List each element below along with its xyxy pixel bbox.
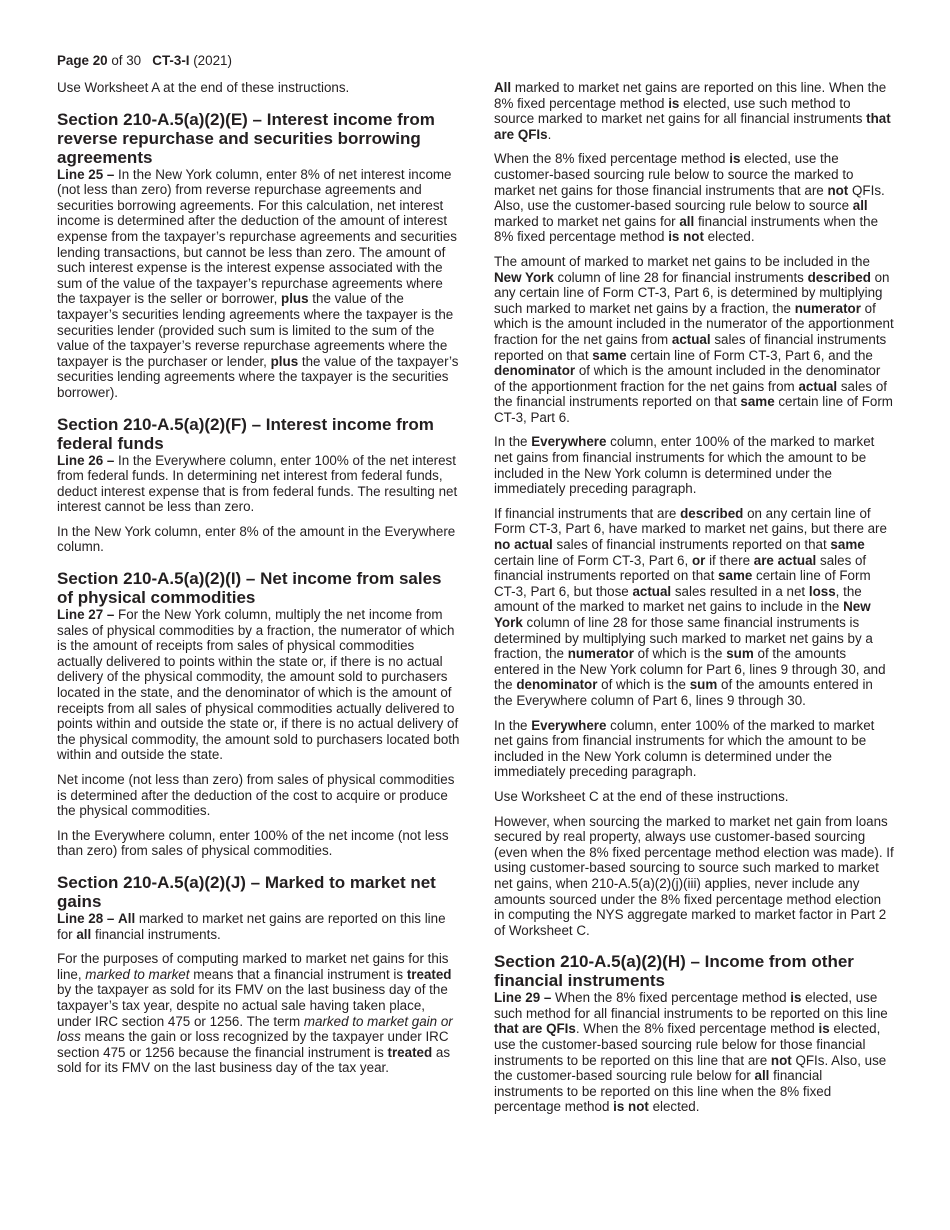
text-run: sales of financial instruments reported on that [552, 537, 831, 553]
line-29-paragraph [494, 990, 894, 1115]
bold-run: same [718, 568, 753, 584]
text-run: certain line of Form CT-3, Part 6, [494, 552, 692, 568]
text-run: elected, use such method for all financial instruments to be reported on this line [494, 990, 888, 1021]
text-run: on any certain line of Form CT-3, Part 6, is determined by multiplying such marked to market net gains by a fraction, the [494, 269, 890, 316]
line-26-paragraph [57, 453, 462, 515]
text-run: of which is the amount included in the numerator of the apportionment fraction for the net gains from [494, 300, 894, 347]
bold-run: actual [798, 378, 838, 394]
bold-run: described [680, 505, 744, 521]
line-27-paragraph [57, 607, 462, 763]
line-29-label: Line 29 – [494, 990, 552, 1006]
bold-run: numerator [567, 646, 634, 662]
bold-run: not [827, 182, 849, 198]
right-paragraph-4 [494, 434, 894, 496]
text-run: elected, use the customer-based sourcing rule below for those financial instruments to be reported on this line that are [494, 1021, 881, 1068]
line-25-paragraph [57, 167, 462, 401]
text-run: of which is the [597, 677, 690, 693]
bold-run: sum [726, 646, 754, 662]
text-run: QFIs. Also, use the customer-based sourcing rule below to source [494, 182, 885, 214]
text-run: elected. [648, 1099, 700, 1115]
text-run: the value of the taxpayer’s securities lending agreements where the taxpayer is the securities borrower). [57, 353, 459, 400]
text-run: marked to market net gains for [494, 213, 680, 229]
text-run: elected, use the customer-based sourcing rule below to source the marked to market net gains for those financial instruments that are [494, 151, 854, 198]
section-f-heading: Section 210-A.5(a)(2)(F) – Interest income from federal funds [57, 414, 434, 453]
bold-run: denominator [516, 677, 598, 693]
text-run: marked to market net gains are reported on this line for [57, 910, 446, 942]
text-run: of which is the amount included in the denominator of the apportionment fraction for the net gains from [494, 363, 881, 394]
bold-run: is [818, 1021, 830, 1037]
bold-run: same [830, 537, 865, 553]
text-run: certain line of Form CT-3, Part 6, and the [626, 347, 873, 363]
bold-run: is not [668, 229, 704, 245]
text-run: certain line of Form CT-3, Part 6. [494, 394, 893, 425]
line-28-label: Line 28 – [57, 910, 115, 926]
text-run: sales of financial instruments reported on that [494, 552, 867, 584]
text-run: . [547, 126, 552, 142]
bold-run: New York [494, 269, 554, 285]
text-run: column of line 28 for those same financial instruments is determined by multiplying such marked to market net gains by a fraction, the [494, 615, 873, 662]
bold-run: that are QFIs [494, 111, 891, 142]
bold-run: plus [270, 353, 299, 369]
bold-run: denominator [494, 363, 576, 379]
bold-run: no actual [494, 537, 553, 553]
text-run: by the taxpayer as sold for its FMV on the last business day of the taxpayer’s tax year, despite no actual sale having taken place, under IRC section 475 or 1256. The term [57, 982, 448, 1029]
text-run: For the purposes of computing marked to market net gains for this line, [57, 951, 449, 982]
right-paragraph-2 [494, 151, 894, 245]
text-run: In the [494, 717, 532, 733]
line-26-paragraph-2: In the New York column, enter 8% of the amount in the Everywhere column. [57, 523, 456, 555]
text-run: financial instruments to be reported on this line when the 8% fixed percentage method [494, 1068, 832, 1115]
bold-run: same [592, 347, 627, 363]
bold-run: all [76, 926, 92, 942]
right-paragraph-6 [494, 718, 894, 780]
text-run: When the 8% fixed percentage method [494, 151, 730, 167]
bold-run: all [754, 1068, 770, 1084]
bold-run: All [494, 80, 512, 95]
bold-run: New York [494, 599, 871, 630]
text-run: When the 8% fixed percentage method [551, 990, 791, 1006]
bold-run: that are QFIs [494, 1021, 576, 1037]
line-28-paragraph [57, 911, 462, 942]
page-total: of 30 [107, 53, 153, 68]
bold-run: All [118, 910, 136, 926]
right-column [494, 80, 894, 1124]
italic-run: marked to market [85, 966, 190, 982]
right-paragraph-8: However, when sourcing the marked to market net gain from loans secured by real property, always use customer-based sourcing (even when the 8% fixed percentage method election was made). If using customer-based sourcing to source such marked to market net gains, when 210-A.5(a)(2)(j)(iii) applies, never include any amounts sourced under the 8% fixed percentage method election in computing the NYS aggregate marked to market factor in Part 2 of Worksheet C. [494, 813, 894, 938]
bold-run: treated [387, 1044, 433, 1060]
text-run: marked to market net gains are reported on this line. When the 8% fixed percentage method [494, 80, 887, 111]
text-run: The amount of marked to market net gains to be included in the [494, 253, 870, 269]
line-26-label: Line 26 – [57, 452, 115, 468]
right-paragraph-1 [494, 80, 894, 142]
text-run: means the gain or loss recognized by the taxpayer under IRC section 475 or 1256 because the financial instrument is [57, 1029, 449, 1060]
line-27-paragraph-3: In the Everywhere column, enter 100% of the net income (not less than zero) from sales of physical commodities. [57, 827, 449, 859]
right-paragraph-5 [494, 506, 894, 709]
text-run: certain line of Form CT-3, Part 6, but those [494, 568, 871, 599]
bold-run: actual [632, 583, 672, 599]
bold-run: all [852, 198, 868, 214]
bold-run: or [691, 552, 706, 568]
intro-paragraph: Use Worksheet A at the end of these instructions. [57, 80, 350, 95]
text-run: on any certain line of Form CT-3, Part 6, have marked to market net gains, but there are [494, 505, 887, 537]
section-e-heading: Section 210-A.5(a)(2)(E) – Interest income from reverse repurchase and securities borrowing agreements [57, 109, 435, 167]
bold-run: not [770, 1052, 792, 1068]
bold-run: is not [613, 1099, 649, 1115]
bold-run: Everywhere [531, 717, 607, 733]
form-number: CT-3-I [152, 53, 190, 68]
text-run: , the amount of the marked to market net gains to include in the [494, 583, 862, 615]
text-run: sales of financial instruments reported on that [494, 331, 887, 363]
bold-run: are actual [753, 552, 817, 568]
text-run: For the New York column, multiply the net income from sales of physical commodities by a fraction, the numerator of which is the amount of receipts from sales of physical commodities actually delivered to points within the state or, if there is no actual delivery of the physical commodity, the amount sold to purchasers located in the state, and the denominator of which is the amount of receipts from all sales of physical commodities actually delivered to points within and outside the state or, if there is no actual delivery of the physical commodity, the amount sold to purchasers located both within and outside the state. [57, 607, 460, 763]
section-i-heading: Section 210-A.5(a)(2)(I) – Net income from sales of physical commodities [57, 569, 442, 608]
bold-run: loss [808, 583, 836, 599]
text-run: elected, use such method to source marked to market net gains for all financial instruments [494, 95, 867, 127]
bold-run: is [729, 151, 741, 167]
page-header [57, 52, 232, 70]
text-run: In the [494, 434, 532, 450]
text-run: financial instruments. [91, 926, 221, 942]
section-j-heading: Section 210-A.5(a)(2)(J) – Marked to market net gains [57, 872, 436, 911]
line-25-label: Line 25 – [57, 166, 115, 182]
text-run: If financial instruments that are [494, 505, 681, 521]
bold-run: described [807, 269, 871, 285]
text-run: column, enter 100% of the marked to market net gains from financial instruments for which the amount to be included in the New York column is determined under the immediately preceding paragraph. [494, 434, 875, 497]
text-run: elected. [703, 229, 755, 245]
text-run: of the amounts entered in the Everywhere column of Part 6, lines 9 through 30. [494, 677, 873, 708]
text-run: of the amounts entered in the New York column for Part 6, lines 9 through 30, and the [494, 646, 886, 693]
bold-run: numerator [794, 300, 861, 316]
text-run: column of line 28 for financial instruments [553, 269, 808, 285]
italic-run: marked to market gain or loss [57, 1013, 453, 1045]
text-run: In the Everywhere column, enter 100% of the net interest from federal funds. In determining net interest from federal funds, deduct interest expense that is from federal funds. The resulting net interest cannot be less than zero. [57, 452, 458, 515]
bold-run: same [740, 394, 775, 410]
text-run: as sold for its FMV on the last business day of the tax year. [57, 1044, 451, 1076]
bold-run: is [790, 990, 802, 1006]
bold-run: all [679, 213, 695, 229]
bold-run: Everywhere [531, 434, 607, 450]
right-paragraph-3 [494, 254, 894, 426]
line-28-paragraph-2 [57, 951, 462, 1076]
section-h-heading: Section 210-A.5(a)(2)(H) – Income from other financial instruments [494, 952, 854, 991]
bold-run: treated [406, 966, 452, 982]
text-run: the value of the taxpayer’s securities lending agreements where the taxpayer is the securities lender (provided such sum is limited to the sum of the value of the taxpayer’s reverse repurchase agreements where the taxpayer is the purchaser or lender, [57, 291, 454, 369]
bold-run: is [668, 95, 680, 111]
bold-run: plus [281, 291, 309, 307]
text-run: if there [705, 552, 754, 568]
text-run: means that a financial instrument is [189, 966, 407, 982]
text-run: financial instruments when the 8% fixed percentage method [494, 213, 879, 245]
right-paragraph-7: Use Worksheet C at the end of these instructions. [494, 788, 789, 804]
text-run: . When the 8% fixed percentage method [575, 1021, 819, 1037]
text-run: sales resulted in a net [671, 583, 809, 599]
line-27-paragraph-2: Net income (not less than zero) from sales of physical commodities is determined after the deduction of the cost to acquire or produce the physical commodities. [57, 772, 455, 819]
text-run: In the New York column, enter 8% of net interest income (not less than zero) from reverse repurchase agreements and securities borrowing agreements. For this calculation, net interest income is determined after the deduction of the amount of interest expense from the taxpayer’s repurchase agreements and securities lending transactions, but cannot be less than zero. The amount of such interest expense is the interest expense associated with the sum of the value of the taxpayer’s repurchase agreements where the taxpayer is the seller or borrower, [57, 166, 457, 307]
left-column [57, 80, 462, 1085]
page-number: Page 20 [57, 53, 108, 68]
line-27-label: Line 27 – [57, 607, 115, 623]
bold-run: sum [689, 677, 718, 693]
text-run: QFIs. Also, use the customer-based sourcing rule below for [494, 1052, 887, 1084]
text-run: of which is the [633, 646, 727, 662]
bold-run: actual [671, 331, 711, 347]
form-year: (2021) [189, 53, 232, 68]
text-run: sales of the financial instruments reported on that [494, 378, 888, 410]
text-run: column, enter 100% of the marked to market net gains from financial instruments for which the amount to be included in the New York column is determined under the immediately preceding paragraph. [494, 717, 875, 780]
